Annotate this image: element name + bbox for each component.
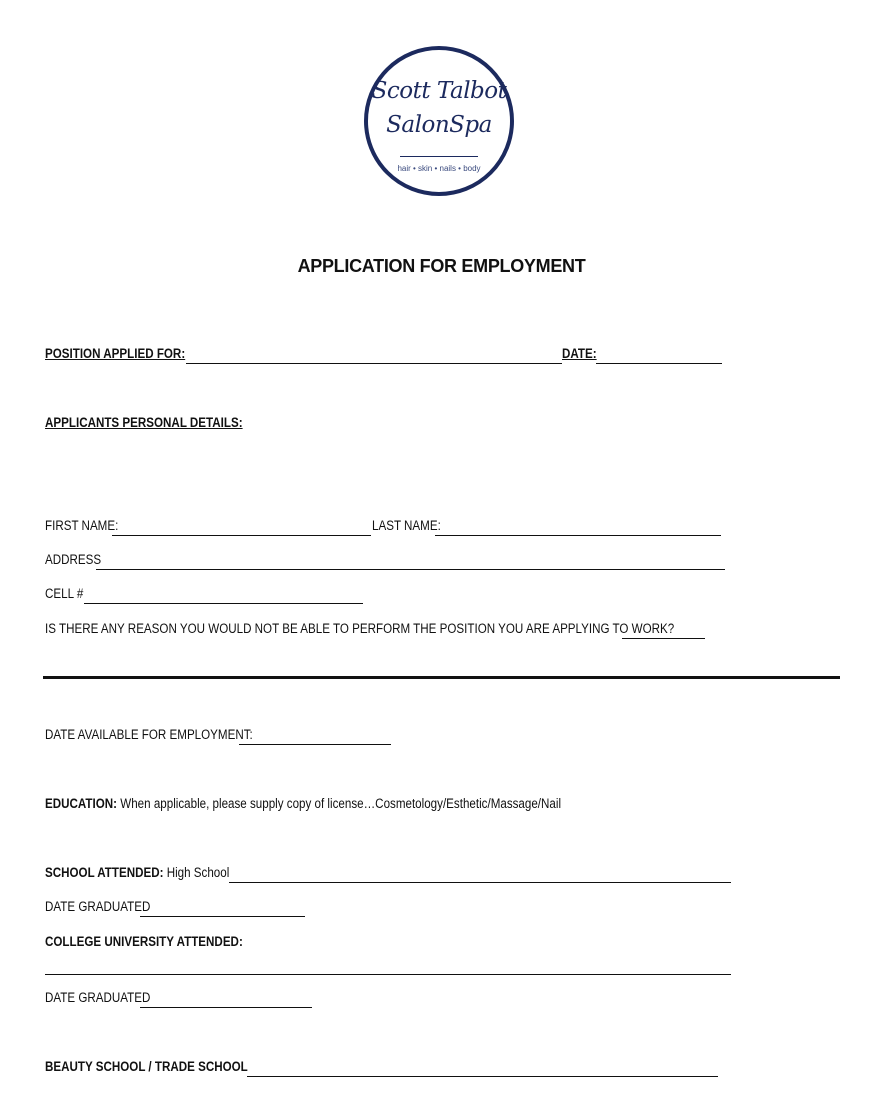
school-attended-row — [45, 865, 229, 880]
salon-logo — [364, 46, 514, 196]
education-note: When applicable, please supply copy of license…Cosmetology/Esthetic/Massage/Nail — [120, 796, 562, 811]
page-title: APPLICATION FOR EMPLOYMENT — [297, 256, 586, 276]
college-label: COLLEGE UNIVERSITY ATTENDED: — [45, 934, 243, 949]
address-input[interactable] — [96, 569, 725, 570]
high-school-graduated-input[interactable] — [140, 916, 305, 917]
personal-details-heading: APPLICANTS PERSONAL DETAILS: — [45, 415, 243, 430]
reason-input[interactable] — [622, 638, 705, 639]
college-graduated-input[interactable] — [140, 1007, 312, 1008]
reason-question: IS THERE ANY REASON YOU WOULD NOT BE ABLE TO PERFORM THE POSITION YOU ARE APPLYING TO WORK? — [45, 621, 675, 636]
education-row — [45, 796, 561, 811]
high-school-label: High School — [166, 865, 230, 880]
logo-tagline: hair • skin • nails • body — [397, 164, 481, 173]
first-name-label: FIRST NAME: — [45, 518, 119, 533]
date-label: DATE: — [562, 346, 597, 361]
date-graduated-label: DATE GRADUATED — [45, 899, 151, 914]
education-label: EDUCATION: — [45, 796, 118, 811]
section-divider — [43, 676, 840, 679]
position-input[interactable] — [186, 363, 562, 364]
address-label: ADDRESS — [45, 552, 102, 567]
first-name-input[interactable] — [112, 535, 371, 536]
date-available-label: DATE AVAILABLE FOR EMPLOYMENT: — [45, 727, 253, 742]
last-name-input[interactable] — [435, 535, 721, 536]
college-date-graduated-label: DATE GRADUATED — [45, 990, 151, 1005]
date-available-input[interactable] — [239, 744, 391, 745]
high-school-input[interactable] — [229, 882, 731, 883]
logo-subname: SalonSpa — [386, 112, 492, 138]
school-attended-label: SCHOOL ATTENDED: — [45, 865, 164, 880]
cell-input[interactable] — [84, 603, 363, 604]
beauty-school-input[interactable] — [247, 1076, 718, 1077]
position-label: POSITION APPLIED FOR: — [45, 346, 186, 361]
logo-divider — [400, 156, 478, 157]
college-input[interactable] — [45, 974, 731, 975]
cell-label: CELL # — [45, 586, 84, 601]
date-input[interactable] — [596, 363, 722, 364]
logo-name: Scott Talbot — [371, 78, 507, 104]
beauty-school-label: BEAUTY SCHOOL / TRADE SCHOOL — [45, 1059, 248, 1074]
last-name-label: LAST NAME: — [372, 518, 441, 533]
